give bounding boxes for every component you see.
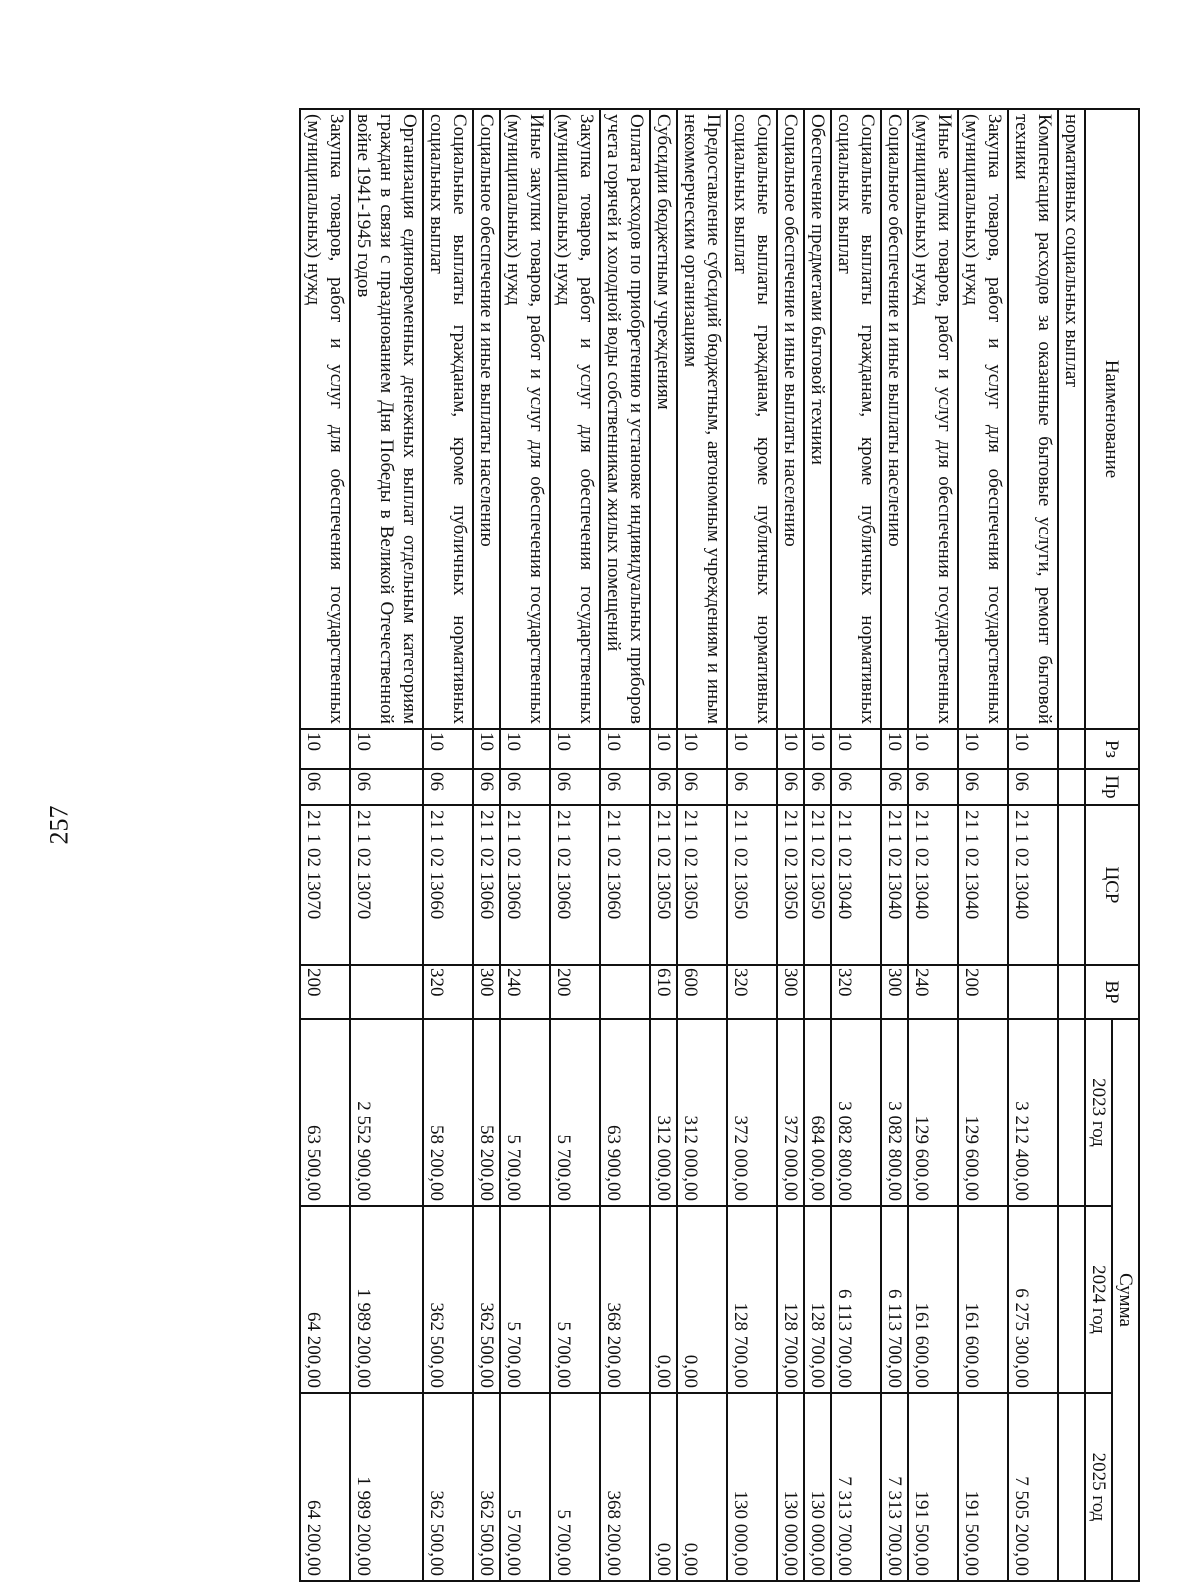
row-vr: 320 [727,965,777,1019]
row-rz: 10 [908,729,958,769]
rotated-page [165,108,1140,1580]
row-vr [1008,965,1058,1019]
row-pr: 06 [423,769,473,805]
row-name: Социальные выплаты гражданам, кроме публичных нормативных социальных выплат [831,109,881,729]
table-row [600,109,650,1581]
row-name: Закупка товаров, работ и услуг для обеспечения государственных (муниципальных) нужд [958,109,1008,729]
row-vr: 200 [550,965,600,1019]
row-csr: 21 1 02 13060 [600,805,650,965]
table-body [300,109,1085,1581]
row-name: нормативных социальных выплат [1058,109,1085,729]
row-sum-2023: 684 000,00 [804,1019,831,1206]
row-csr: 21 1 02 13060 [423,805,473,965]
row-vr: 300 [473,965,500,1019]
table-row [473,109,500,1581]
row-rz: 10 [300,729,350,769]
row-pr: 06 [777,769,804,805]
row-sum-2024: 128 700,00 [727,1206,777,1393]
row-sum-2025: 362 500,00 [423,1393,473,1581]
row-sum-2023: 58 200,00 [473,1019,500,1206]
row-csr: 21 1 02 13040 [908,805,958,965]
row-pr: 06 [881,769,908,805]
table-row [777,109,804,1581]
header-2023: 2023 год [1085,1019,1112,1206]
row-sum-2025: 191 500,00 [958,1393,1008,1581]
row-name: Социальное обеспечение и иные выплаты населению [777,109,804,729]
row-vr [804,965,831,1019]
row-sum-2023: 2 552 900,00 [350,1019,423,1206]
row-sum-2024: 1 989 200,00 [350,1206,423,1393]
row-sum-2024: 362 500,00 [473,1206,500,1393]
row-sum-2023: 3 082 800,00 [881,1019,908,1206]
row-sum-2024: 5 700,00 [500,1206,550,1393]
row-sum-2024: 128 700,00 [777,1206,804,1393]
row-sum-2023: 63 500,00 [300,1019,350,1206]
row-pr: 06 [350,769,423,805]
row-vr [1058,965,1085,1019]
row-sum-2024: 64 200,00 [300,1206,350,1393]
row-sum-2025: 0,00 [650,1393,677,1581]
header-rz: Рз [1085,729,1139,769]
row-rz: 10 [777,729,804,769]
row-vr: 600 [677,965,727,1019]
row-csr: 21 1 02 13050 [650,805,677,965]
row-sum-2023: 5 700,00 [500,1019,550,1206]
row-pr: 06 [650,769,677,805]
row-rz: 10 [831,729,881,769]
header-pr: Пр [1085,769,1139,805]
row-name: Социальное обеспечение и иные выплаты населению [473,109,500,729]
page-number: 257 [44,805,74,845]
row-sum-2025: 64 200,00 [300,1393,350,1581]
row-sum-2023: 63 900,00 [600,1019,650,1206]
row-rz: 10 [677,729,727,769]
row-rz: 10 [881,729,908,769]
table-row [1008,109,1058,1581]
row-pr: 06 [831,769,881,805]
row-name: Закупка товаров, работ и услуг для обеспечения государственных (муниципальных) нужд [300,109,350,729]
row-sum-2025: 7 313 700,00 [881,1393,908,1581]
row-sum-2025: 0,00 [677,1393,727,1581]
header-2024: 2024 год [1085,1206,1112,1393]
row-sum-2025: 7 505 200,00 [1008,1393,1058,1581]
row-vr: 240 [500,965,550,1019]
row-vr: 610 [650,965,677,1019]
table-row [881,109,908,1581]
header-vr: ВР [1085,965,1139,1019]
table-row [804,109,831,1581]
row-sum-2024: 6 275 300,00 [1008,1206,1058,1393]
row-sum-2024: 362 500,00 [423,1206,473,1393]
row-name: Социальные выплаты гражданам, кроме публичных нормативных социальных выплат [423,109,473,729]
row-sum-2025: 368 200,00 [600,1393,650,1581]
row-csr: 21 1 02 13050 [777,805,804,965]
row-sum-2023: 3 082 800,00 [831,1019,881,1206]
row-csr: 21 1 02 13040 [881,805,908,965]
row-name: Оплата расходов по приобретению и установке индивидуальных приборов учета горячей и холодной воды собственникам жилых помещений [600,109,650,729]
row-sum-2023: 5 700,00 [550,1019,600,1206]
header-name: Наименование [1085,109,1139,729]
row-rz: 10 [804,729,831,769]
row-pr: 06 [550,769,600,805]
table-row [550,109,600,1581]
row-rz [1058,729,1085,769]
row-sum-2023 [1058,1019,1085,1206]
row-sum-2023: 3 212 400,00 [1008,1019,1058,1206]
row-vr [600,965,650,1019]
row-sum-2025: 1 989 200,00 [350,1393,423,1581]
row-pr: 06 [908,769,958,805]
row-rz: 10 [727,729,777,769]
table-row [650,109,677,1581]
row-sum-2024: 5 700,00 [550,1206,600,1393]
row-pr: 06 [804,769,831,805]
header-sum: Сумма [1112,1019,1139,1581]
row-vr: 300 [881,965,908,1019]
row-csr: 21 1 02 13050 [804,805,831,965]
row-pr: 06 [600,769,650,805]
row-rz: 10 [473,729,500,769]
row-sum-2024: 368 200,00 [600,1206,650,1393]
row-name: Социальные выплаты гражданам, кроме публичных нормативных социальных выплат [727,109,777,729]
row-vr [350,965,423,1019]
row-sum-2025: 5 700,00 [500,1393,550,1581]
row-sum-2023: 312 000,00 [650,1019,677,1206]
row-name: Иные закупки товаров, работ и услуг для обеспечения государственных (муниципальных) нужд [500,109,550,729]
row-sum-2025 [1058,1393,1085,1581]
row-sum-2023: 129 600,00 [958,1019,1008,1206]
table-row [908,109,958,1581]
row-name: Организация единовременных денежных выплат отдельным категориям граждан в связи с празднованием Дня Победы в Великой Отечественной войне 1941-1945 годов [350,109,423,729]
row-vr: 320 [831,965,881,1019]
row-sum-2024: 161 600,00 [908,1206,958,1393]
table-row [423,109,473,1581]
row-csr: 21 1 02 13040 [831,805,881,965]
row-sum-2024: 6 113 700,00 [881,1206,908,1393]
row-sum-2023: 372 000,00 [777,1019,804,1206]
row-pr: 06 [677,769,727,805]
row-rz: 10 [650,729,677,769]
header-csr: ЦСР [1085,805,1139,965]
header-row-1 [1112,109,1139,1581]
row-sum-2023: 58 200,00 [423,1019,473,1206]
row-rz: 10 [350,729,423,769]
row-vr: 240 [908,965,958,1019]
row-sum-2025: 130 000,00 [777,1393,804,1581]
row-sum-2025: 130 000,00 [727,1393,777,1581]
row-sum-2024: 0,00 [677,1206,727,1393]
row-csr: 21 1 02 13070 [300,805,350,965]
row-rz: 10 [500,729,550,769]
row-sum-2024: 128 700,00 [804,1206,831,1393]
header-2025: 2025 год [1085,1393,1112,1581]
row-sum-2025: 191 500,00 [908,1393,958,1581]
row-pr: 06 [727,769,777,805]
row-name: Субсидии бюджетным учреждениям [650,109,677,729]
row-pr: 06 [500,769,550,805]
row-sum-2023: 312 000,00 [677,1019,727,1206]
row-vr: 300 [777,965,804,1019]
row-name: Иные закупки товаров, работ и услуг для обеспечения государственных (муниципальных) нужд [908,109,958,729]
row-csr: 21 1 02 13070 [350,805,423,965]
table-row [958,109,1008,1581]
table-row [350,109,423,1581]
row-sum-2024: 161 600,00 [958,1206,1008,1393]
row-csr: 21 1 02 13060 [473,805,500,965]
table-row [1058,109,1085,1581]
row-name: Компенсация расходов за оказанные бытовые услуги, ремонт бытовой техники [1008,109,1058,729]
row-rz: 10 [550,729,600,769]
row-vr: 200 [300,965,350,1019]
row-pr: 06 [300,769,350,805]
row-sum-2025: 7 313 700,00 [831,1393,881,1581]
row-name: Закупка товаров, работ и услуг для обеспечения государственных (муниципальных) нужд [550,109,600,729]
row-name: Социальное обеспечение и иные выплаты населению [881,109,908,729]
row-pr: 06 [958,769,1008,805]
row-rz: 10 [423,729,473,769]
table-row [300,109,350,1581]
row-rz: 10 [958,729,1008,769]
budget-table [299,108,1140,1582]
table-row [677,109,727,1581]
row-csr: 21 1 02 13040 [958,805,1008,965]
row-pr: 06 [473,769,500,805]
row-rz: 10 [600,729,650,769]
row-sum-2023: 372 000,00 [727,1019,777,1206]
row-sum-2025: 5 700,00 [550,1393,600,1581]
row-sum-2024: 0,00 [650,1206,677,1393]
row-sum-2024 [1058,1206,1085,1393]
row-pr [1058,769,1085,805]
row-csr: 21 1 02 13050 [677,805,727,965]
row-sum-2023: 129 600,00 [908,1019,958,1206]
row-sum-2025: 130 000,00 [804,1393,831,1581]
row-csr: 21 1 02 13060 [500,805,550,965]
row-csr: 21 1 02 13040 [1008,805,1058,965]
row-csr [1058,805,1085,965]
row-vr: 200 [958,965,1008,1019]
row-sum-2024: 6 113 700,00 [831,1206,881,1393]
row-pr: 06 [1008,769,1058,805]
row-csr: 21 1 02 13060 [550,805,600,965]
row-name: Обеспечение предметами бытовой техники [804,109,831,729]
row-vr: 320 [423,965,473,1019]
row-name: Предоставление субсидий бюджетным, автономным учреждениям и иным некоммерческим организациям [677,109,727,729]
table-row [831,109,881,1581]
table-row [500,109,550,1581]
table-row [727,109,777,1581]
row-sum-2025: 362 500,00 [473,1393,500,1581]
row-csr: 21 1 02 13050 [727,805,777,965]
row-rz: 10 [1008,729,1058,769]
